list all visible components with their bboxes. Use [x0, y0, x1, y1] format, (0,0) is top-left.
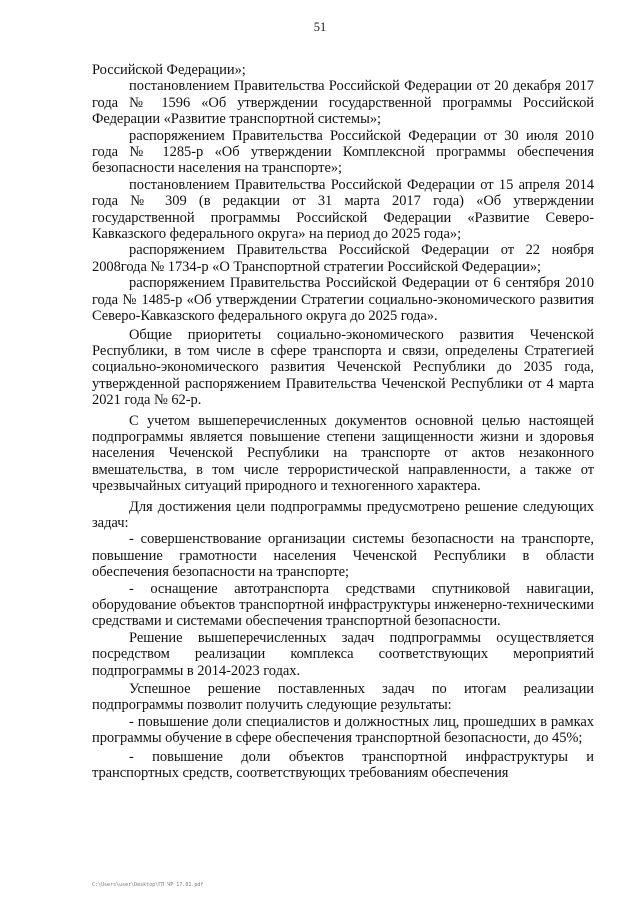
list-item: - оснащение автотранспорта средствами спутниковой навигации, оборудование объектов транспортной инфраструктуры инженерно-техническими средствами и системами обеспечения транспортной безопасности. [92, 580, 594, 630]
paragraph: постановлением Правительства Российской Федерации от 15 апреля 2014 года № 309 (в редакции от 31 марта 2017 года) «Об утверждении государственной программы Российской Федерации «Развитие Северо-Кавказского федерального округа» на период до 2025 года»; [92, 176, 594, 243]
paragraph: распоряжением Правительства Российской Федерации от 6 сентября 2010 года № 1485-р «Об утверждении Стратегии социально-экономического развития Северо-Кавказского федерального округа до 2025 года». [92, 275, 594, 325]
page-number: 51 [313, 20, 327, 34]
footer-file-stamp: C:\Users\user\Desktop\ГП ЧР 17.01.pdf [92, 882, 204, 888]
paragraph: С учетом вышеперечисленных документов основной целью настоящей подпрограммы является повышение степени защищенности жизни и здоровья населения Чеченской Республики на транспорте от актов незаконного вмешательства, в том числе террористической направленности, а также от чрезвычайных ситуаций природного и техногенного характера. [92, 412, 594, 495]
paragraph: Российской Федерации»; [92, 62, 246, 78]
paragraph: Решение вышеперечисленных задач подпрограммы осуществляется посредством реализации комплекса соответствующих мероприятий подпрограммы в 2014-2023 годах. [92, 629, 594, 679]
paragraph: распоряжением Правительства Российской Федерации от 30 июля 2010 года № 1285-р «Об утверждении Комплексной программы обеспечения безопасности населения на транспорте»; [92, 127, 594, 177]
paragraph: Для достижения цели подпрограммы предусмотрено решение следующих задач: [92, 498, 594, 531]
paragraph: Успешное решение поставленных задач по итогам реализации подпрограммы позволит получить следующие результаты: [92, 681, 594, 714]
list-item: - повышение доли объектов транспортной инфраструктуры и транспортных средств, соответствующих требованиям обеспечения [92, 748, 594, 782]
paragraph: распоряжением Правительства Российской Федерации от 22 ноября 2008года № 1734-р «О Транспортной стратегии Российской Федерации»; [92, 242, 594, 275]
list-item: - совершенствование организации системы безопасности на транспорте, повышение грамотности населения Чеченской Республики в области обеспечения безопасности на транспорте; [92, 531, 594, 581]
paragraph: Общие приоритеты социально-экономического развития Чеченской Республики, в том числе в сфере транспорта и связи, определены Стратегией социально-экономического развития Чеченской Республики до 2035 года, утвержденной распоряжением Правительства Чеченской Республики от 4 марта 2021 года № 62-р. [92, 326, 594, 409]
paragraph: постановлением Правительства Российской Федерации от 20 декабря 2017 года № 1596 «Об утверждении государственной программы Российской Федерации «Развитие транспортной системы»; [92, 78, 594, 128]
list-item: - повышение доли специалистов и должностных лиц, прошедших в рамках программы обучение в сфере обеспечения транспортной безопасности, до 45%; [92, 713, 594, 747]
document-body [92, 62, 594, 781]
